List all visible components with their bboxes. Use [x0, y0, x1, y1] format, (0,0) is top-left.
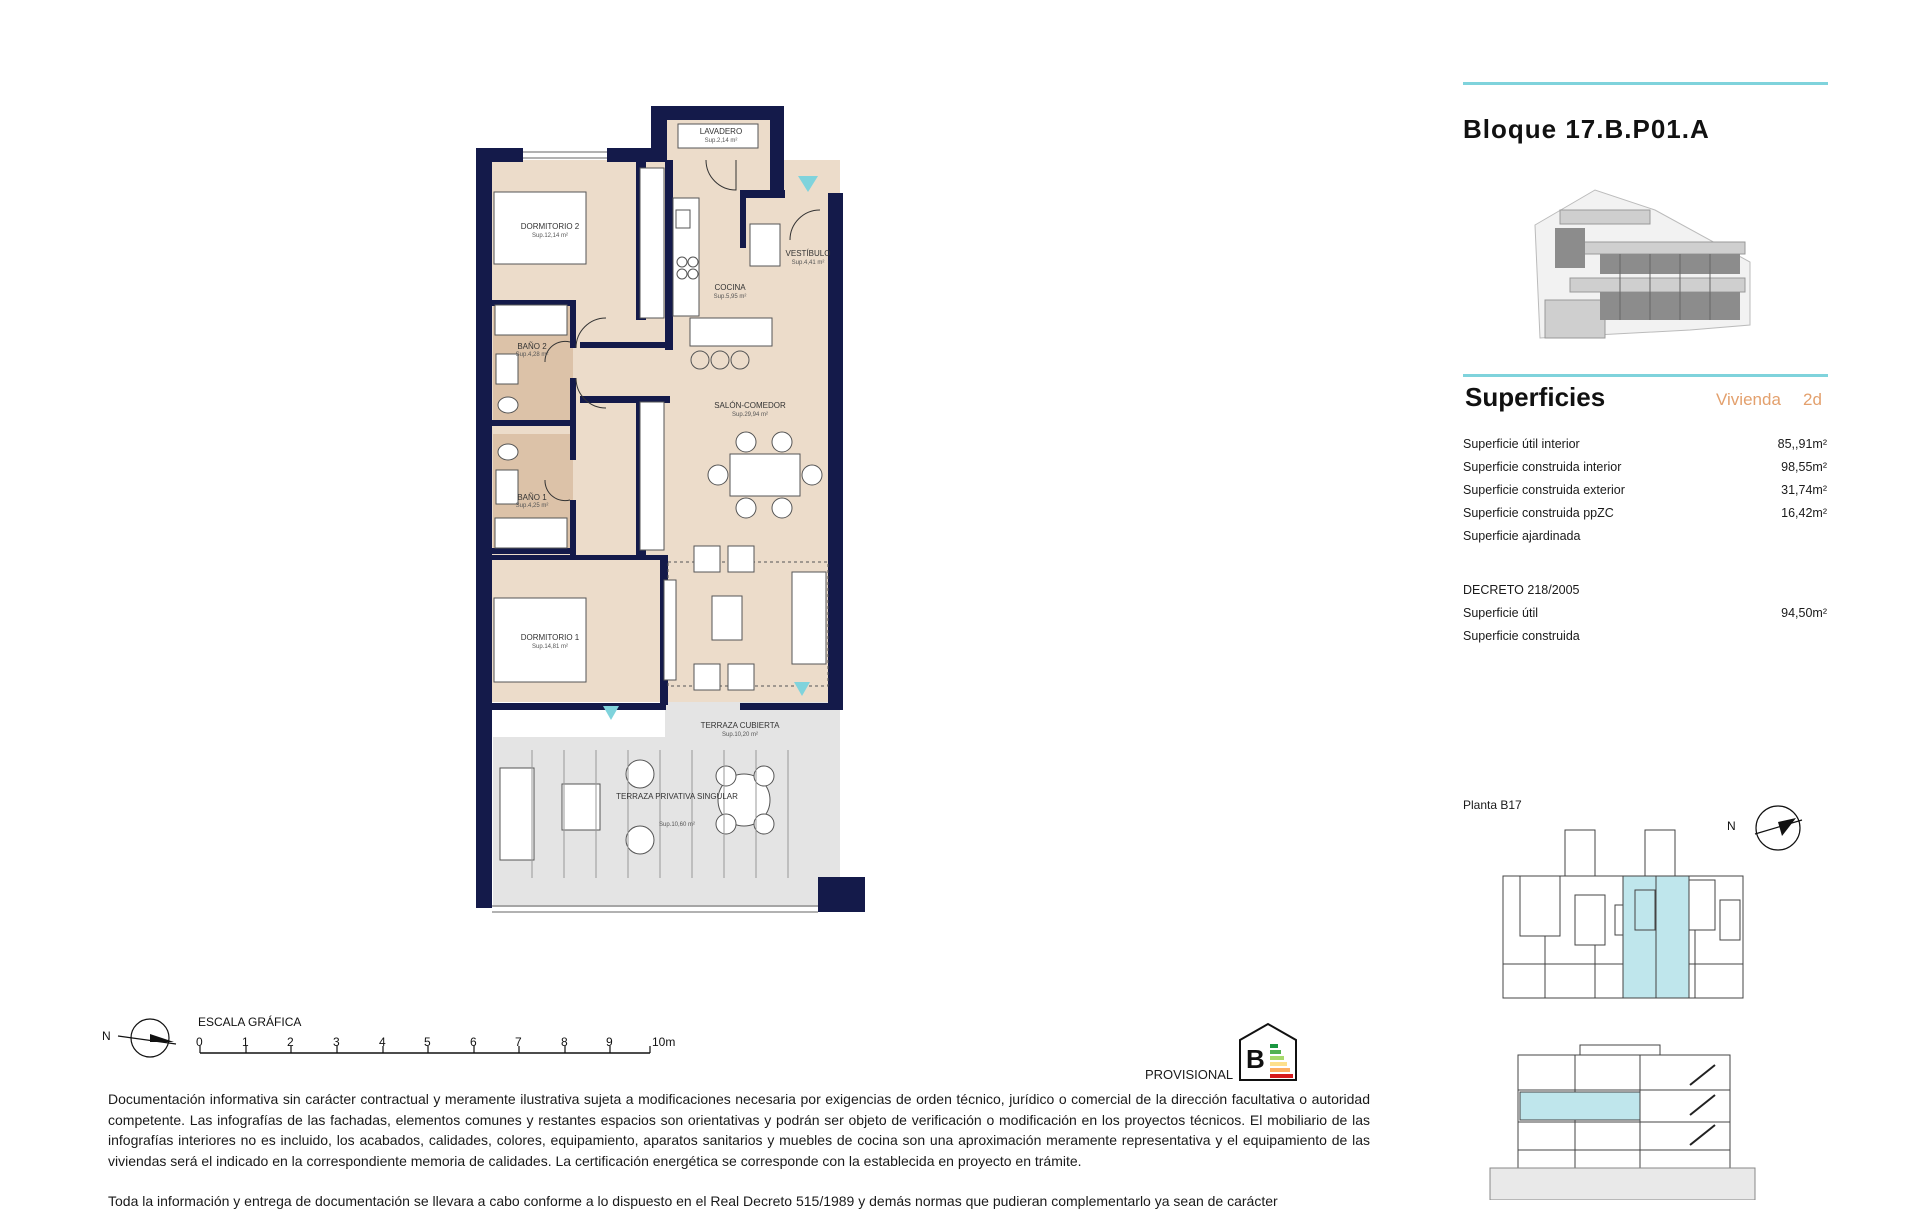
room-label-bano-1: BAÑO 1 [517, 493, 547, 502]
room-label-dormitorio-2: DORMITORIO 2 [520, 222, 580, 231]
block-title: Bloque 17.B.P01.A [1463, 114, 1710, 144]
dwelling-type-label: Vivienda [1716, 390, 1781, 409]
room-area-bano-1: Sup.4,25 m² [515, 503, 549, 509]
scale-tick: 8 [561, 1035, 568, 1049]
scale-tick: 1 [242, 1035, 249, 1049]
decreto-label: Superficie construida [1463, 629, 1580, 643]
room-label-lavadero: LAVADERO [699, 127, 743, 136]
building-render-image [1535, 190, 1750, 338]
floor-plan [476, 106, 865, 912]
scale-tick: 3 [333, 1035, 340, 1049]
room-label-cocina: COCINA [714, 283, 746, 292]
surface-label: Superficie construida interior [1463, 460, 1622, 474]
energy-rating-letter: B [1246, 1044, 1265, 1074]
scale-tick: 10m [652, 1035, 676, 1049]
energy-provisional-label: PROVISIONAL [1145, 1067, 1234, 1082]
room-area-terraza-cubierta: Sup.10,20 m² [721, 732, 759, 738]
room-label-terraza-cubierta: TERRAZA CUBIERTA [700, 721, 780, 730]
room-label-bano-2: BAÑO 2 [517, 342, 547, 351]
room-area-dormitorio-1: Sup.14,81 m² [531, 644, 569, 650]
room-area-cocina: Sup.5,95 m² [713, 294, 747, 300]
surface-value: 16,42m² [1781, 506, 1827, 520]
legal-disclaimer: Documentación informativa sin carácter contractual y meramente ilustrativa sujeta a modificaciones necesaria por exigencias de orden técnico, jurídico o comercial de la dirección facultativa o autoridad competente. Las infografías de las fachadas, elementos comunes y restantes espacios son orientativas y podrán ser objeto de verificación o modificación en los proyectos técnicos. El mobiliario de las infografías interiores no es incluido, los acabados, calidades, colores, equipamiento, aparatos sanitarios y muebles de cocina son una aproximación meramente representativa y el equipamiento de las viviendas será el indicado en la correspondiente memoria de calidades. La certificación energética se corresponde con la establecida en proyecto en trámite. [108, 1091, 1370, 1169]
decreto-label: Superficie útil [1463, 606, 1539, 620]
site-plan-label: Planta B17 [1463, 798, 1522, 812]
room-area-salon-comedor: Sup.29,94 m² [731, 412, 769, 418]
site-north-label: N [1727, 819, 1736, 833]
room-area-bano-2: Sup.4,28 m² [515, 352, 549, 358]
scale-tick: 4 [379, 1035, 386, 1049]
scale-tick: 6 [470, 1035, 477, 1049]
energy-rating-icon [1240, 1024, 1296, 1080]
room-label-vestibulo: VESTÍBULO [785, 249, 831, 258]
room-area-vestibulo: Sup.4,41 m² [791, 260, 825, 266]
decreto-value: 94,50m² [1781, 606, 1827, 620]
scale-tick: 9 [606, 1035, 613, 1049]
surface-label: Superficie ajardinada [1463, 529, 1581, 543]
surface-value: 98,55m² [1781, 460, 1827, 474]
surface-value: 31,74m² [1781, 483, 1827, 497]
surfaces-accent-rule [1463, 374, 1828, 377]
scale-tick: 7 [515, 1035, 522, 1049]
scale-tick: 0 [196, 1035, 203, 1049]
scale-title: ESCALA GRÁFICA [198, 1015, 302, 1029]
surface-label: Superficie construida exterior [1463, 483, 1625, 497]
surfaces-title: Superficies [1465, 382, 1606, 412]
top-accent-rule [1463, 82, 1828, 85]
graphic-scale [102, 1014, 675, 1057]
legal-disclaimer-continued: Toda la información y entrega de documentación se llevara a cabo conforme a lo dispuesto en el Real Decreto 515/1989 y demás normas que pudieran complementarlo ya sean de carácter [108, 1193, 1278, 1209]
scale-tick: 2 [287, 1035, 294, 1049]
room-area-lavadero: Sup.2,14 m² [704, 138, 738, 144]
site-plan-map [1503, 806, 1802, 998]
surface-value: 85,,91m² [1777, 437, 1827, 451]
room-label-dormitorio-1: DORMITORIO 1 [520, 633, 580, 642]
scale-ticks [196, 1035, 675, 1049]
room-area-dormitorio-2: Sup.12,14 m² [531, 233, 569, 239]
room-area-terraza-privativa: Sup.10,60 m² [658, 822, 696, 828]
north-arrow-icon [1727, 806, 1802, 850]
decreto-title: DECRETO 218/2005 [1463, 583, 1580, 597]
room-label-salon-comedor: SALÓN-COMEDOR [714, 401, 786, 410]
dwelling-type-value: 2d [1803, 390, 1822, 409]
surface-label: Superficie construida ppZC [1463, 506, 1614, 520]
scale-tick: 5 [424, 1035, 431, 1049]
building-section-drawing [1490, 1045, 1755, 1200]
room-label-terraza-privativa: TERRAZA PRIVATIVA SINGULAR [616, 792, 738, 801]
north-arrow-icon [102, 1019, 176, 1057]
north-label: N [102, 1029, 111, 1043]
surface-label: Superficie útil interior [1463, 437, 1580, 451]
